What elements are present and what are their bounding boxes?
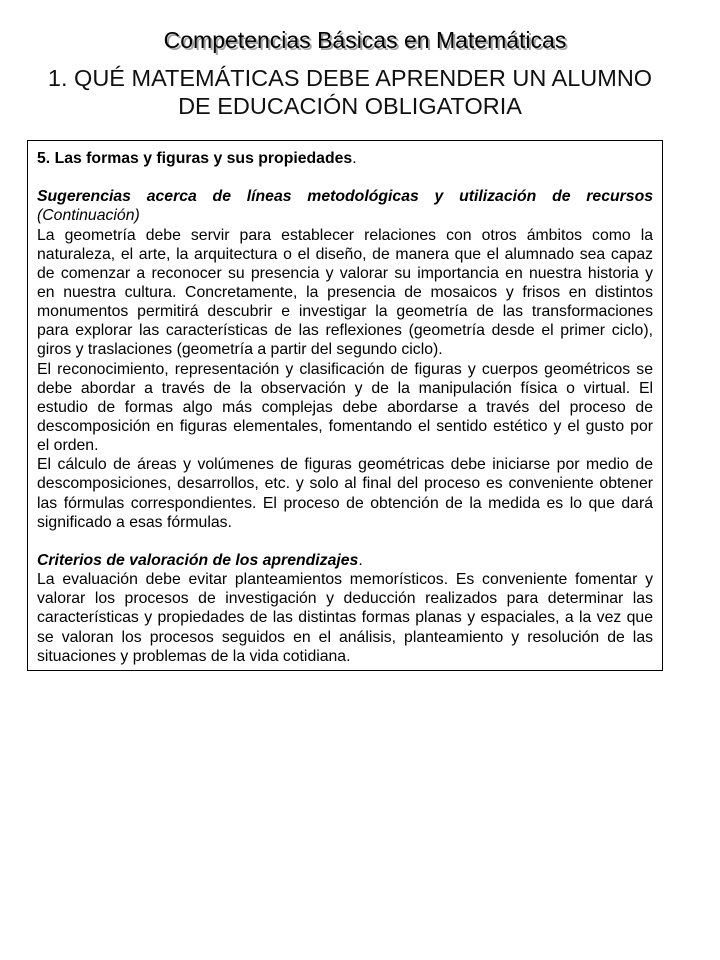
- paragraph-line: para explorar las características de las reflexiones (geometría desde el primer ciclo),: [37, 322, 653, 340]
- page-title: Competencias Básicas en Matemáticas: [163, 27, 567, 53]
- section-title: [37, 149, 653, 168]
- paragraph-line: El cálculo de áreas y volúmenes de figuras geométricas debe iniciarse por medio de: [37, 456, 653, 474]
- paragraph-line: descomposición en figuras elementales, fomentando el sentido estético y el gusto por: [37, 417, 653, 435]
- paragraph-line: significado a esas fórmulas.: [37, 513, 232, 531]
- section-title-suffix: .: [352, 150, 357, 167]
- methodology-paragraph-geometry-relations: [37, 226, 653, 360]
- paragraph-line: estudio de formas algo más complejas debe abordarse a través del proceso de: [37, 398, 653, 416]
- assessment-heading-text: Criterios de valoración de los aprendizajes: [37, 551, 359, 569]
- paragraph-line: el orden.: [37, 437, 99, 455]
- main-heading: [0, 64, 700, 120]
- spacer: [37, 532, 653, 551]
- assessment-heading-suffix: .: [358, 551, 363, 569]
- paragraph-line: debe abordar a través de la observación y de la manipulación física o virtual. El: [37, 379, 653, 397]
- methodology-heading: Sugerencias acerca de líneas metodológicas y utilización de recursos: [37, 188, 653, 206]
- spacer: [37, 168, 653, 187]
- main-heading-line: DE EDUCACIÓN OBLIGATORIA: [178, 93, 522, 119]
- methodology-paragraph-areas-volumes: [37, 455, 653, 532]
- paragraph-line: giros y traslaciones (geometría a partir del segundo ciclo).: [37, 341, 443, 359]
- paragraph-line: las fórmulas correspondientes. El proceso de obtención de la medida es lo que dará: [37, 494, 653, 512]
- paragraph-line: El reconocimiento, representación y clasificación de figuras y cuerpos geométricos se: [37, 360, 653, 378]
- paragraph-line: naturaleza, el arte, la arquitectura o el diseño, de manera que el alumnado sea capaz: [37, 245, 653, 263]
- paragraph-line: descomposiciones, desarrollos, etc. y solo al final del proceso es conveniente obtener: [37, 475, 653, 493]
- paragraph-line: características y propiedades de las distintas formas planas y espaciales, a la vez que: [37, 609, 653, 627]
- paragraph-line: monumentos permitirá descubrir e investigar la geometría de las transformaciones: [37, 303, 653, 321]
- paragraph-line: se valoran los procesos seguidos en el análisis, planteamiento y resolución de las: [37, 628, 653, 646]
- assessment-heading: [37, 551, 653, 570]
- paragraph-line: valorar los procesos de investigación y deducción realizados para determinar las: [37, 590, 653, 608]
- assessment-paragraph: [37, 570, 653, 666]
- paragraph-line: situaciones y problemas de la vida cotidiana.: [37, 647, 351, 665]
- methodology-note: (Continuación): [37, 207, 140, 225]
- paragraph-line: de comenzar a reconocer su presencia y valorar su importancia en nuestra historia y: [37, 264, 653, 282]
- paragraph-line: La evaluación debe evitar planteamientos memorísticos. Es conveniente fomentar y: [37, 571, 653, 589]
- section-title-text: 5. Las formas y figuras y sus propiedades: [37, 150, 353, 167]
- paragraph-line: en nuestra cultura. Concretamente, la presencia de mosaicos y frisos en distintos: [37, 283, 653, 301]
- main-heading-line: 1. QUÉ MATEMÁTICAS DEBE APRENDER UN ALUMNO: [47, 65, 653, 91]
- content-box: [27, 140, 663, 671]
- paragraph-line: La geometría debe servir para establecer relaciones con otros ámbitos como la: [37, 226, 653, 244]
- methodology-paragraph-recognition: [37, 360, 653, 456]
